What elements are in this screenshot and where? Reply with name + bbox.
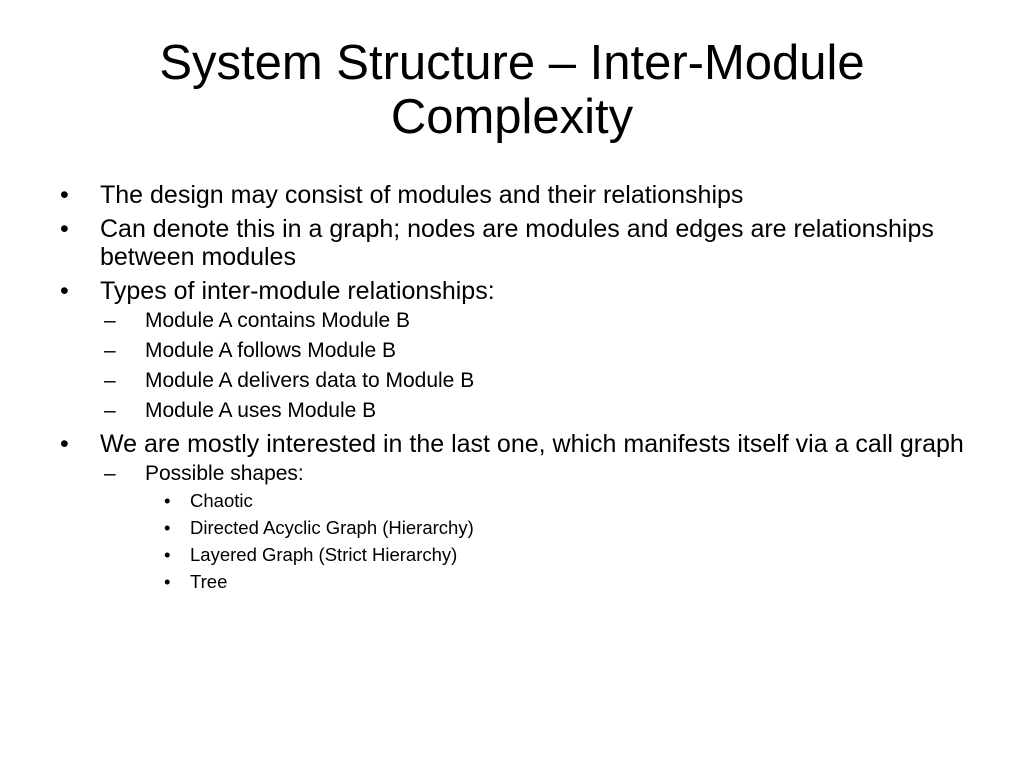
bullet-item — [60, 181, 980, 209]
sub-bullet-item — [104, 308, 980, 334]
sub-bullet-text: Module A uses Module B — [145, 399, 377, 422]
sub-bullet-text: Module A follows Module B — [145, 339, 396, 362]
sub-bullet-text: Possible shapes: — [145, 462, 304, 485]
shape-text: Layered Graph (Strict Hierarchy) — [190, 544, 458, 565]
shape-item — [150, 516, 980, 539]
dash-marker: – — [104, 339, 116, 362]
shape-text: Tree — [190, 571, 228, 592]
bullet-marker: • — [60, 215, 69, 243]
sub-bullet-list — [104, 308, 980, 424]
bullet-item — [60, 430, 980, 593]
sub-bullet-item — [104, 398, 980, 424]
dash-marker: – — [104, 309, 116, 332]
slide-title-line-2: Complexity — [390, 90, 634, 144]
sub-bullet-text: Module A contains Module B — [145, 309, 411, 332]
bullet-text: Types of inter-module relationships: — [100, 277, 495, 305]
bullet-text: We are mostly interested in the last one, which manifests itself via a call graph — [100, 430, 964, 458]
slide-body — [60, 181, 980, 599]
sub-bullet-text: Module A delivers data to Module B — [145, 369, 475, 392]
shape-list — [150, 489, 980, 593]
sub-bullet-item — [104, 338, 980, 364]
shape-text: Directed Acyclic Graph (Hierarchy) — [190, 517, 474, 538]
bullet-marker: • — [164, 544, 171, 565]
shape-item — [150, 570, 980, 593]
dash-marker: – — [104, 399, 116, 422]
shape-item — [150, 489, 980, 512]
bullet-item — [60, 215, 980, 271]
dash-marker: – — [104, 462, 116, 485]
bullet-marker: • — [60, 430, 69, 458]
bullet-text: The design may consist of modules and their relationships — [100, 181, 744, 209]
bullet-marker: • — [164, 571, 171, 592]
shape-text: Chaotic — [190, 490, 253, 511]
bullet-text: Can denote this in a graph; nodes are modules and edges are relationships between modules — [100, 215, 934, 271]
sub-bullet-list — [104, 461, 980, 593]
slide-title-line-1: System Structure – Inter-Module — [159, 36, 865, 90]
bullet-item — [60, 277, 980, 424]
sub-bullet-item — [104, 368, 980, 394]
bullet-marker: • — [164, 490, 171, 511]
slide-title — [40, 36, 984, 144]
bullet-marker: • — [60, 181, 69, 209]
dash-marker: – — [104, 369, 116, 392]
bullet-marker: • — [164, 517, 171, 538]
sub-bullet-item — [104, 461, 980, 593]
bullet-list — [60, 181, 980, 593]
shape-item — [150, 543, 980, 566]
bullet-marker: • — [60, 277, 69, 305]
